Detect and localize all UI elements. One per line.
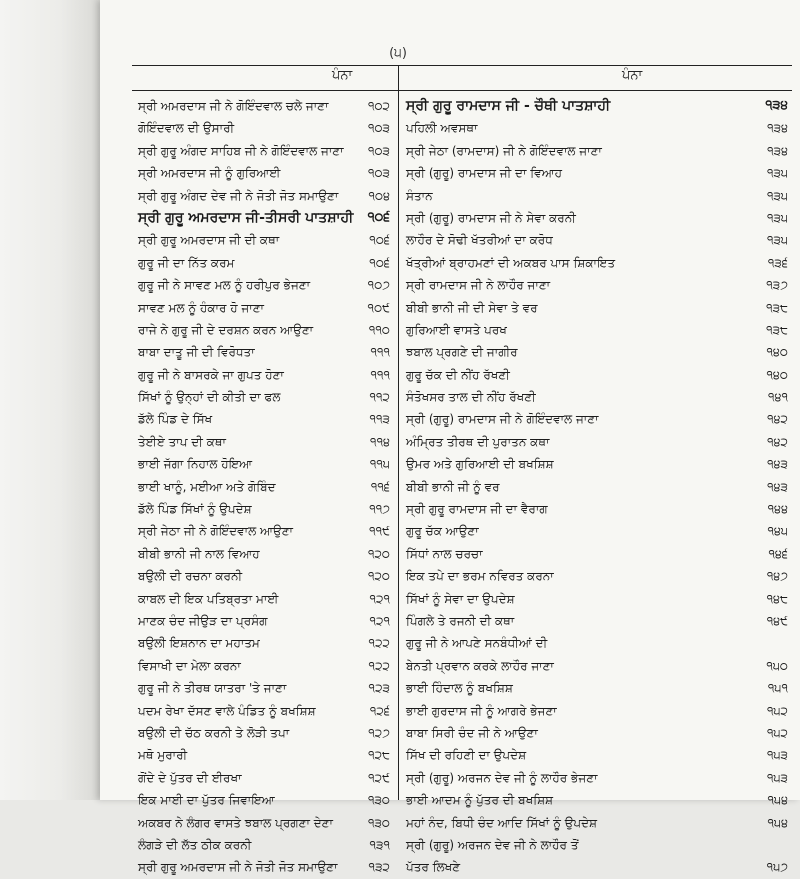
entry-page-number: ੧੫੧ — [767, 681, 788, 696]
entry-title: ਸੰਤਾਨ — [406, 188, 433, 203]
entry-page-number: ੧੩੦ — [367, 815, 390, 830]
section-heading — [406, 95, 788, 117]
entry-title: ਬੇਨਤੀ ਪ੍ਰਵਾਨ ਕਰਕੇ ਲਾਹੌਰ ਜਾਣਾ — [406, 658, 554, 673]
entry-page-number: ੧੦੬ — [369, 255, 390, 270]
entry-page-number: ੧੩੧ — [369, 837, 390, 852]
entry-title: ਬੀਬੀ ਭਾਨੀ ਜੀ ਦੀ ਸੇਵਾ ਤੇ ਵਰ — [406, 300, 538, 315]
toc-entry — [138, 408, 390, 430]
toc-entry — [406, 834, 788, 856]
entry-title: ਡੱਲੇ ਪਿੰਡ ਦੇ ਸਿੱਖ — [138, 412, 213, 427]
toc-entry — [406, 744, 788, 766]
header-rule — [132, 90, 792, 91]
toc-entry — [138, 319, 390, 341]
book-page — [100, 0, 800, 875]
toc-entry — [406, 565, 788, 587]
toc-entry — [406, 408, 788, 430]
entry-title: ਗੁਰੂ ਜੀ ਦਾ ਨਿੱਤ ਕਰਮ — [138, 255, 235, 270]
entry-page-number: ੧੪੩ — [767, 479, 788, 494]
entry-page-number: ੧੪੧ — [768, 390, 788, 405]
entry-page-number: ੧੫੨ — [766, 703, 788, 718]
entry-page-number: ੧੧੫ — [369, 457, 390, 472]
toc-entry — [406, 588, 788, 610]
toc-entry — [138, 610, 390, 632]
entry-title: ਲਾਹੌਰ ਦੇ ਸੋਢੀ ਖੱਤਰੀਆਂ ਦਾ ਕਰੋਧ — [406, 233, 553, 248]
entry-title: ਭਾਈ ਖਾਨੂੰ, ਮਈਆ ਅਤੇ ਗੋਬਿੰਦ — [138, 479, 276, 494]
entry-page-number: ੧੫੭ — [766, 860, 788, 875]
toc-entry — [138, 834, 390, 856]
entry-title: ਡੱਲੇ ਪਿੰਡ ਸਿੱਖਾਂ ਨੂੰ ਉਪਦੇਸ਼ — [138, 502, 252, 517]
entry-page-number: ੧੩੫ — [766, 210, 788, 225]
entry-page-number: ੧੦੩ — [367, 166, 390, 181]
toc-entry — [138, 812, 390, 834]
entry-page-number: ੧੦੬ — [369, 233, 390, 248]
entry-title: ਸ੍ਰੀ (ਗੁਰੂ) ਰਾਮਦਾਸ ਜੀ ਨੇ ਸੇਵਾ ਕਰਨੀ — [406, 210, 576, 225]
entry-title: ਸ੍ਰੀ ਜੇਠਾ (ਰਾਮਦਾਸ) ਜੀ ਨੇ ਗੋਇੰਦਵਾਲ ਜਾਣਾ — [406, 143, 602, 158]
entry-page-number: ੧੧੯ — [369, 524, 390, 539]
entry-title: ਗੁਰੂ ਜੀ ਨੇ ਤੀਰਥ ਯਾਤਰਾ 'ਤੇ ਜਾਣਾ — [138, 681, 287, 696]
entry-title: ਸ੍ਰੀ ਗੁਰੂ ਅਮਰਦਾਸ ਜੀ-ਤੀਸਰੀ ਪਾਤਸ਼ਾਹੀ — [138, 209, 354, 226]
entry-title: ਖੱਤ੍ਰੀਆਂ ਬ੍ਰਾਹਮਣਾਂ ਦੀ ਅਕਬਰ ਪਾਸ ਸ਼ਿਕਾਇਤ — [406, 255, 616, 270]
toc-entry — [406, 319, 788, 341]
entry-title: ਸਾਵਣ ਮਲ ਨੂੰ ਹੰਕਾਰ ਹੋ ਜਾਣਾ — [138, 300, 264, 315]
entry-title: ਝਬਾਲ ਪ੍ਰਗਣੇ ਦੀ ਜਾਗੀਰ — [406, 345, 518, 360]
entry-page-number: ੧੫੩ — [766, 770, 788, 785]
entry-page-number: ੧੧੧ — [370, 345, 390, 360]
entry-title: ਗੁਰੂ ਜੀ ਨੇ ਬਾਸਰਕੇ ਜਾ ਗੁਪਤ ਹੋਣਾ — [138, 367, 284, 382]
entry-page-number: ੧੪੨ — [767, 434, 788, 449]
entry-title: ਸ੍ਰੀ (ਗੁਰੂ) ਅਰਜਨ ਦੇਵ ਜੀ ਨੇ ਲਾਹੌਰ ਤੋਂ — [406, 837, 579, 852]
entry-page-number: ੧੦੭ — [367, 278, 390, 293]
entry-title: ਸਿੱਖਾਂ ਨੂੰ ਉਨ੍ਹਾਂ ਦੀ ਕੀਤੀ ਦਾ ਫਲ — [138, 390, 281, 405]
section-heading — [138, 207, 390, 229]
toc-entry — [138, 856, 390, 878]
entry-title: ਸ੍ਰੀ ਗੁਰੂ ਰਾਮਦਾਸ ਜੀ ਦਾ ਵੈਰਾਗ — [406, 502, 548, 517]
entry-title: ਸ੍ਰੀ ਰਾਮਦਾਸ ਜੀ ਨੇ ਲਾਹੌਰ ਜਾਣਾ — [406, 278, 551, 293]
entry-title: ਭਾਈ ਆਦਮ ਨੂੰ ਪੁੱਤਰ ਦੀ ਬਖਸ਼ਿਸ਼ — [406, 793, 554, 808]
entry-title: ਬਉਲੀ ਦੀ ਚੱਠ ਕਰਨੀ ਤੇ ਲੋੜੀ ਤਪਾ — [138, 725, 290, 740]
entry-title: ਪਹਿਲੀ ਅਵਸਥਾ — [406, 121, 478, 136]
right-column-header: ਪੰਨਾ — [622, 68, 643, 83]
entry-page-number: ੧੪੩ — [767, 457, 788, 472]
toc-entry — [406, 364, 788, 386]
entry-title: ਸ੍ਰੀ ਅਮਰਦਾਸ ਜੀ ਨੇ ਗੋਇੰਦਵਾਲ ਚਲੇ ਜਾਣਾ — [138, 99, 329, 113]
entry-page-number: ੧੨੧ — [369, 613, 390, 628]
entry-title: ਸ੍ਰੀ ਗੁਰੂ ਅਮਰਦਾਸ ਜੀ ਨੇ ਜੋਤੀ ਜੋਤ ਸਮਾਉਣਾ — [138, 860, 338, 875]
entry-page-number: ੧੪੦ — [766, 345, 788, 360]
toc-entry — [406, 700, 788, 722]
entry-page-number: ੧੪੬ — [768, 546, 788, 561]
toc-entry — [406, 856, 788, 878]
toc-entry — [406, 229, 788, 251]
toc-entry — [138, 543, 390, 565]
toc-entry — [138, 117, 390, 139]
entry-title: ਭਾਈ ਜੱਗਾ ਨਿਹਾਲ ਹੋਇਆ — [138, 457, 253, 472]
toc-entry — [138, 744, 390, 766]
page-number: (੫) — [389, 46, 407, 61]
entry-page-number: ੧੫੪ — [767, 815, 788, 830]
entry-title: ਅਕਬਰ ਨੇ ਲੰਗਰ ਵਾਸਤੇ ਝਬਾਲ ਪ੍ਰਗਣਾ ਦੇਣਾ — [138, 815, 333, 830]
toc-entry — [406, 677, 788, 699]
entry-page-number: ੧੩੨ — [368, 860, 390, 875]
entry-page-number: ੧੧੨ — [369, 390, 390, 405]
toc-entry — [406, 431, 788, 453]
entry-title: ਸਿੱਖ ਦੀ ਰਹਿਣੀ ਦਾ ਉਪਦੇਸ਼ — [406, 748, 527, 763]
entry-title: ਸ੍ਰੀ ਗੁਰੂ ਅੰਗਦ ਦੇਵ ਜੀ ਨੇ ਜੋਤੀ ਜੋਤ ਸਮਾਉਣਾ — [138, 188, 339, 203]
toc-entry — [406, 162, 788, 184]
entry-page-number: ੧੦੩ — [367, 143, 390, 158]
entry-title: ਗੁਰੂ ਜੀ ਨੇ ਆਪਣੇ ਸਨਬੰਧੀਆਂ ਦੀ — [406, 636, 548, 651]
entry-page-number: ੧੧੭ — [369, 502, 390, 517]
entry-title: ਭਾਈ ਗੁਰਦਾਸ ਜੀ ਨੂੰ ਆਗਰੇ ਭੇਜਣਾ — [406, 703, 557, 718]
column-divider — [398, 65, 399, 800]
entry-title: ਇਕ ਮਾਈ ਦਾ ਪੁੱਤਰ ਜਿਵਾਇਆ — [138, 793, 275, 808]
entry-page-number: ੧੩੪ — [767, 121, 788, 136]
entry-page-number: ੧੨੦ — [367, 546, 390, 561]
toc-entry — [138, 386, 390, 408]
toc-entry — [406, 632, 788, 654]
entry-page-number: ੧੩੬ — [767, 255, 788, 270]
entry-title: ਸ੍ਰੀ (ਗੁਰੂ) ਰਾਮਦਾਸ ਜੀ ਦਾ ਵਿਆਹ — [406, 166, 563, 181]
entry-title: ਗੁਰਿਆਈ ਵਾਸਤੇ ਪਰਖ — [406, 322, 507, 337]
toc-entry — [138, 476, 390, 498]
entry-page-number: ੧੨੭ — [368, 725, 390, 740]
entry-page-number: ੧੩੦ — [367, 793, 390, 808]
entry-page-number: ੧੫੨ — [766, 725, 788, 740]
entry-title: ਸ੍ਰੀ ਗੁਰੂ ਰਾਮਦਾਸ ਜੀ - ਚੌਥੀ ਪਾਤਸ਼ਾਹੀ — [406, 98, 611, 114]
entry-title: ਸਿੱਖਾਂ ਨੂੰ ਸੇਵਾ ਦਾ ਉਪਦੇਸ਼ — [406, 591, 515, 606]
toc-entry — [406, 812, 788, 834]
entry-title: ਸ੍ਰੀ (ਗੁਰੂ) ਅਰਜਨ ਦੇਵ ਜੀ ਨੂੰ ਲਾਹੌਰ ਭੇਜਣਾ — [406, 770, 598, 785]
entry-page-number: ੧੩੫ — [766, 188, 788, 203]
toc-entry — [406, 140, 788, 162]
entry-title: ਸ੍ਰੀ ਅਮਰਦਾਸ ਜੀ ਨੂੰ ਗੁਰਿਆਈ — [138, 166, 281, 181]
entry-page-number: ੧੧੩ — [369, 412, 390, 427]
toc-entry — [138, 520, 390, 542]
entry-title: ਗੁਰੂ ਚੱਕ ਆਉਣਾ — [406, 524, 479, 539]
toc-entry — [138, 767, 390, 789]
entry-title: ਗੁਰੂ ਜੀ ਨੇ ਸਾਵਣ ਮਲ ਨੂੰ ਹਰੀਪੁਰ ਭੇਜਣਾ — [138, 278, 311, 293]
toc-entry — [138, 274, 390, 296]
toc-entry — [138, 162, 390, 184]
entry-page-number: ੧੨੨ — [368, 636, 390, 651]
entry-page-number: ੧੩੫ — [766, 233, 788, 248]
toc-entry — [406, 476, 788, 498]
entry-page-number: ੧੩੪ — [765, 98, 788, 113]
entry-title: ਸਿੱਧਾਂ ਨਾਲ ਚਰਚਾ — [406, 546, 483, 561]
entry-page-number: ੧੦੨ — [367, 99, 390, 113]
entry-title: ਰਾਜੇ ਨੇ ਗੁਰੂ ਜੀ ਦੇ ਦਰਸ਼ਨ ਕਰਨ ਆਉਣਾ — [138, 322, 314, 337]
toc-entry — [406, 117, 788, 139]
entry-page-number: ੧੦੯ — [367, 300, 390, 315]
toc-entry — [138, 95, 390, 117]
toc-entry — [138, 498, 390, 520]
left-column-header: ਪੰਨਾ — [332, 68, 353, 83]
entry-title: ਪੱਤਰ ਲਿਖਣੇ — [406, 860, 461, 875]
entry-title: ਵਿਸਾਖੀ ਦਾ ਮੇਲਾ ਕਰਨਾ — [138, 658, 241, 673]
toc-entry — [138, 655, 390, 677]
entry-title: ਬਉਲੀ ਇਸ਼ਨਾਨ ਦਾ ਮਹਾਤਮ — [138, 636, 260, 651]
entry-title: ਮਾਣਕ ਚੰਦ ਜੀਉੜ ਦਾ ਪ੍ਰਸੰਗ — [138, 613, 268, 628]
entry-page-number: ੧੪੭ — [766, 569, 788, 584]
entry-title: ਭਾਈ ਹਿੰਦਾਲ ਨੂੰ ਬਖਸ਼ਿਸ਼ — [406, 681, 513, 696]
right-column — [406, 95, 788, 879]
entry-page-number: ੧੧੬ — [370, 479, 390, 494]
entry-title: ਪਦਮ ਰੇਖਾ ਦੱਸਣ ਵਾਲੇ ਪੰਡਿਤ ਨੂੰ ਬਖਸ਼ਿਸ਼ — [138, 703, 316, 718]
toc-entry — [138, 341, 390, 363]
toc-entry — [138, 677, 390, 699]
entry-page-number: ੧੨੧ — [369, 591, 390, 606]
entry-title: ਮਥੋ ਮੁਰਾਰੀ — [138, 748, 188, 763]
entry-page-number: ੧੩੮ — [766, 300, 788, 315]
entry-page-number: ੧੨੩ — [368, 681, 390, 696]
toc-entry — [138, 252, 390, 274]
entry-title: ਸ੍ਰੀ (ਗੁਰੂ) ਰਾਮਦਾਸ ਜੀ ਨੇ ਗੋਇੰਦਵਾਲ ਜਾਣਾ — [406, 412, 599, 427]
entry-page-number: ੧੪੫ — [767, 524, 788, 539]
entry-title: ਕਾਬਲ ਦੀ ਇਕ ਪਤਿਬ੍ਰਤਾ ਮਾਈ — [138, 591, 279, 606]
entry-title: ਬੀਬੀ ਭਾਨੀ ਜੀ ਨਾਲ ਵਿਆਹ — [138, 546, 260, 561]
entry-title: ਅੰਮ੍ਰਿਤ ਤੀਰਥ ਦੀ ਪੁਰਾਤਨ ਕਥਾ — [406, 434, 550, 449]
toc-entry — [406, 498, 788, 520]
toc-entry — [406, 297, 788, 319]
toc-entry — [138, 229, 390, 251]
entry-page-number: ੧੨੯ — [368, 770, 390, 785]
entry-page-number: ੧੨੦ — [367, 569, 390, 584]
entry-page-number: ੧੪੯ — [766, 613, 788, 628]
entry-title: ਇਕ ਤਪੇ ਦਾ ਭਰਮ ਨਵਿਰਤ ਕਰਨਾ — [406, 569, 554, 584]
toc-entry — [406, 386, 788, 408]
entry-page-number: ੧੩੫ — [766, 166, 788, 181]
entry-page-number: ੧੧੧ — [370, 367, 390, 382]
toc-entry — [406, 722, 788, 744]
entry-title: ਗੋਇੰਦਵਾਲ ਦੀ ਉਸਾਰੀ — [138, 121, 235, 136]
toc-entry — [406, 789, 788, 811]
toc-entry — [406, 520, 788, 542]
entry-page-number: ੧੨੮ — [368, 748, 390, 763]
entry-title: ਸੰਤੋਖਸਰ ਤਾਲ ਦੀ ਨੀਂਹ ਰੱਖਣੀ — [406, 390, 536, 405]
backdrop — [0, 0, 100, 800]
toc-entry — [138, 700, 390, 722]
entry-page-number: ੧੪੪ — [767, 502, 788, 517]
entry-page-number: ੧੪੦ — [766, 367, 788, 382]
entry-title: ਗੋਂਦੇ ਦੇ ਪੁੱਤਰ ਦੀ ਈਰਖਾ — [138, 770, 242, 785]
entry-title: ਤੇਈਏ ਤਾਪ ਦੀ ਕਥਾ — [138, 434, 226, 449]
entry-page-number: ੧੪੮ — [766, 591, 788, 606]
entry-page-number: ੧੨੨ — [368, 658, 390, 673]
toc-entry — [138, 588, 390, 610]
top-rule — [132, 65, 792, 66]
entry-page-number: ੧੩੪ — [767, 143, 788, 158]
entry-title: ਪਿੰਗਲੇ ਤੇ ਰਜਨੀ ਦੀ ਕਥਾ — [406, 613, 515, 628]
toc-entry — [406, 252, 788, 274]
toc-entry — [138, 722, 390, 744]
toc-entry — [406, 274, 788, 296]
toc-entry — [406, 207, 788, 229]
entry-title: ਮਹਾਂ ਨੰਦ, ਬਿਧੀ ਚੰਦ ਆਦਿ ਸਿੱਖਾਂ ਨੂੰ ਉਪਦੇਸ਼ — [406, 815, 598, 830]
toc-entry — [138, 140, 390, 162]
toc-entry — [406, 453, 788, 475]
entry-title: ਸ੍ਰੀ ਜੇਠਾ ਜੀ ਨੇ ਗੋਇੰਦਵਾਲ ਆਉਣਾ — [138, 524, 293, 539]
entry-title: ਲੰਗੜੇ ਦੀ ਲੱਤ ਠੀਕ ਕਰਨੀ — [138, 837, 252, 852]
toc-entry — [406, 655, 788, 677]
entry-title: ਬੀਬੀ ਭਾਨੀ ਜੀ ਨੂੰ ਵਰ — [406, 479, 500, 494]
entry-title: ਬਾਬਾ ਸਿਰੀ ਚੰਦ ਜੀ ਨੇ ਆਉਣਾ — [406, 725, 538, 740]
entry-title: ਬਉਲੀ ਦੀ ਰਚਨਾ ਕਰਨੀ — [138, 569, 243, 584]
toc-entry — [138, 789, 390, 811]
entry-page-number: ੧੦੪ — [368, 188, 390, 203]
entry-page-number: ੧੧੪ — [370, 434, 390, 449]
toc-entry — [138, 185, 390, 207]
entry-page-number: ੧੫੦ — [766, 658, 788, 673]
toc-entry — [138, 632, 390, 654]
toc-entry — [406, 341, 788, 363]
entry-title: ਬਾਬਾ ਦਾਤੂ ਜੀ ਦੀ ਵਿਰੋਧਤਾ — [138, 345, 255, 360]
entry-title: ਸ੍ਰੀ ਗੁਰੂ ਅੰਗਦ ਸਾਹਿਬ ਜੀ ਨੇ ਗੋਇੰਦਵਾਲ ਜਾਣਾ — [138, 143, 344, 158]
entry-page-number: ੧੩੭ — [766, 278, 788, 293]
entry-title: ਸ੍ਰੀ ਗੁਰੂ ਅਮਰਦਾਸ ਜੀ ਦੀ ਕਥਾ — [138, 233, 280, 248]
toc-entry — [406, 543, 788, 565]
toc-entry — [138, 297, 390, 319]
left-column — [138, 95, 390, 879]
entry-page-number: ੧੦੩ — [367, 121, 390, 136]
toc-entry — [406, 767, 788, 789]
entry-page-number: ੧੧੦ — [368, 322, 390, 337]
entry-page-number: ੧੫੩ — [766, 748, 788, 763]
entry-page-number: ੧੫੪ — [767, 793, 788, 808]
entry-page-number: ੧੩੮ — [766, 322, 788, 337]
entry-page-number: ੧੦੬ — [367, 209, 390, 225]
entry-page-number: ੧੨੬ — [369, 703, 390, 718]
toc-entry — [406, 185, 788, 207]
toc-entry — [406, 610, 788, 632]
entry-page-number: ੧੪੨ — [767, 412, 788, 427]
entry-title: ਗੁਰੂ ਚੱਕ ਦੀ ਨੀਂਹ ਰੱਖਣੀ — [406, 367, 510, 382]
toc-entry — [138, 364, 390, 386]
entry-title: ਉਮਰ ਅਤੇ ਗੁਰਿਆਈ ਦੀ ਬਖਸ਼ਿਸ਼ — [406, 457, 554, 472]
toc-entry — [138, 431, 390, 453]
toc-entry — [138, 565, 390, 587]
toc-entry — [138, 453, 390, 475]
